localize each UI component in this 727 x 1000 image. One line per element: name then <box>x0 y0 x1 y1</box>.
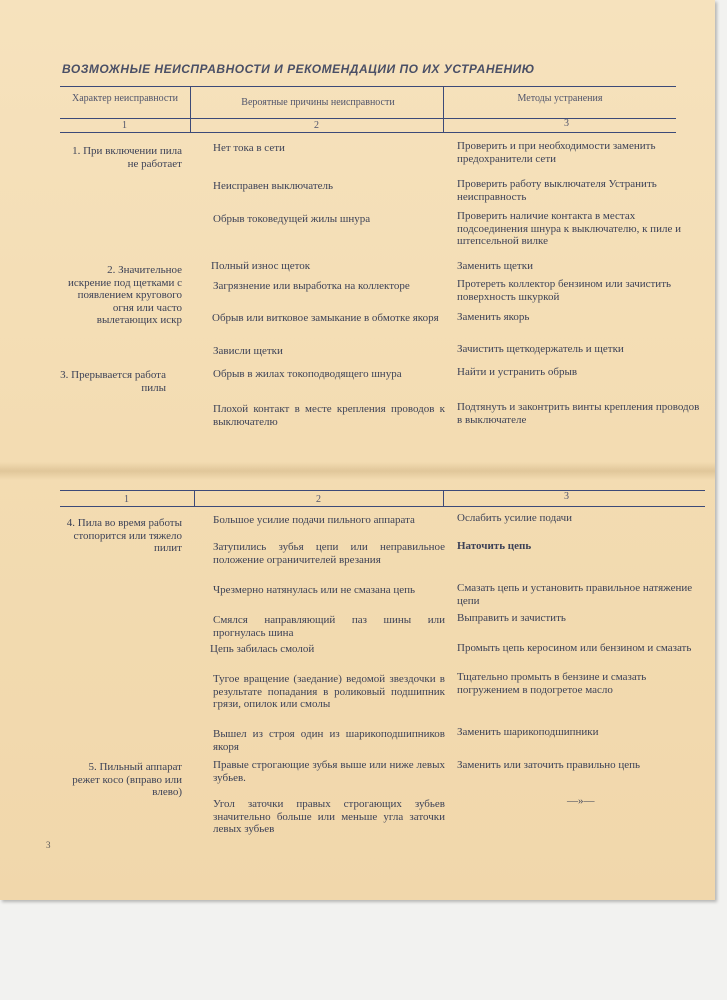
fix-2-2: Протереть коллектор бензином или зачистить поверхность шкуркой <box>457 278 672 303</box>
table2-number-3: 3 <box>564 491 569 502</box>
cause-2-1: Полный износ щеток <box>211 260 311 272</box>
table2-number-1: 1 <box>124 494 129 505</box>
fix-3-2: Подтянуть и законтрить винты крепления проводов в выключателе <box>457 401 700 426</box>
cause-4-3: Чрезмерно натянулась или не смазана цепь <box>213 584 416 596</box>
column-divider-2 <box>443 86 444 132</box>
cause-3-2: Плохой контакт в месте крепления проводов к выключателю <box>213 403 445 428</box>
table2-column-divider-1 <box>194 490 195 506</box>
fix-1-1: Проверить и при необходимости заменить предохранители сети <box>457 140 656 165</box>
fix-2-1: Заменить щетки <box>457 260 533 272</box>
header-number-1: 1 <box>122 120 127 131</box>
header-number-divider <box>60 118 676 119</box>
cause-4-6: Тугое вращение (заедание) ведомой звездочки в результате попадания в роликовый подшипник грязи, опилок или смолы <box>213 673 445 710</box>
cause-3-1: Обрыв в жилах токоподводящего шнура <box>213 368 402 380</box>
fault-5: 5. Пильный аппарат режет косо (вправо или влево) <box>72 761 182 798</box>
cause-4-5: Цепь забилась смолой <box>210 643 315 655</box>
table2-header-bottom-border <box>60 506 705 507</box>
cause-1-3: Обрыв токоведущей жилы шнура <box>213 213 371 225</box>
cause-2-4: Зависли щетки <box>213 345 283 357</box>
fix-4-4: Выправить и зачистить <box>457 612 566 624</box>
cause-4-1: Большое усилие подачи пильного аппарата <box>213 514 415 526</box>
fix-2-4: Зачистить щеткодержатель и щетки <box>457 343 624 355</box>
cause-1-1: Нет тока в сети <box>213 142 285 154</box>
table2-top-border <box>60 490 705 491</box>
fault-1: 1. При включении пила не работает <box>72 145 182 170</box>
cause-5-1: Правые строгающие зубья выше или ниже левых зубьев. <box>213 759 445 784</box>
fix-4-5: Промыть цепь керосином или бензином и смазать <box>457 642 692 654</box>
fix-1-3: Проверить наличие контакта в местах подсоединения шнура к выключателю, к пиле и штепсельной вилке <box>457 210 681 247</box>
header-fault-type: Характер неисправности <box>72 93 178 104</box>
fix-5-2: —»— <box>567 795 595 807</box>
table2-column-divider-2 <box>443 490 444 506</box>
fault-3: 3. Прерывается работа пилы <box>60 369 166 394</box>
fault-2: 2. Значительное искрение под щетками с появлением кругового огня или часто вылетающих искр <box>67 264 182 326</box>
page-title: ВОЗМОЖНЫЕ НЕИСПРАВНОСТИ И РЕКОМЕНДАЦИИ ПО ИХ УСТРАНЕНИЮ <box>62 62 535 76</box>
fix-2-3: Заменить якорь <box>457 311 530 323</box>
header-methods: Методы устранения <box>517 93 603 104</box>
table-top-border <box>60 86 676 87</box>
page-fold <box>0 462 715 480</box>
cause-2-3: Обрыв или витковое замыкание в обмотке якоря <box>212 312 439 324</box>
cause-4-7: Вышел из строя один из шарикоподшипников якоря <box>213 728 445 753</box>
header-bottom-border <box>60 132 676 133</box>
header-number-2: 2 <box>314 120 319 131</box>
fix-4-2: Наточить цепь <box>457 540 532 552</box>
fix-4-6: Тщательно промыть в бензине и смазать погружением в подогретое масло <box>457 671 647 696</box>
column-divider-1 <box>190 86 191 132</box>
fault-4: 4. Пила во время работы стопорится или тяжело пилит <box>66 517 182 554</box>
cause-2-2: Загрязнение или выработка на коллекторе <box>213 280 410 292</box>
table2-number-2: 2 <box>316 494 321 505</box>
cause-1-2: Неисправен выключатель <box>213 180 334 192</box>
page-number: 3 <box>46 840 51 850</box>
cause-4-4: Смялся направляющий паз шины или прогнулась шина <box>213 614 445 639</box>
fix-1-2: Проверить работу выключателя Устранить неисправность <box>457 178 657 203</box>
cause-4-2: Затупились зубья цепи или неправильное положение ограничителей врезания <box>213 541 445 566</box>
fix-4-7: Заменить шарикоподшипники <box>457 726 599 738</box>
fix-4-3: Смазать цепь и установить правильное натяжение цепи <box>457 582 693 607</box>
fix-4-1: Ослабить усилие подачи <box>457 512 573 524</box>
header-number-3: 3 <box>564 118 569 129</box>
fix-3-1: Найти и устранить обрыв <box>457 366 578 378</box>
fix-5-1: Заменить или заточить правильно цепь <box>457 759 641 771</box>
header-causes: Вероятные причины неисправности <box>241 97 395 108</box>
cause-5-2: Угол заточки правых строгающих зубьев значительно больше или меньше угла заточки левых зубьев <box>213 798 445 835</box>
